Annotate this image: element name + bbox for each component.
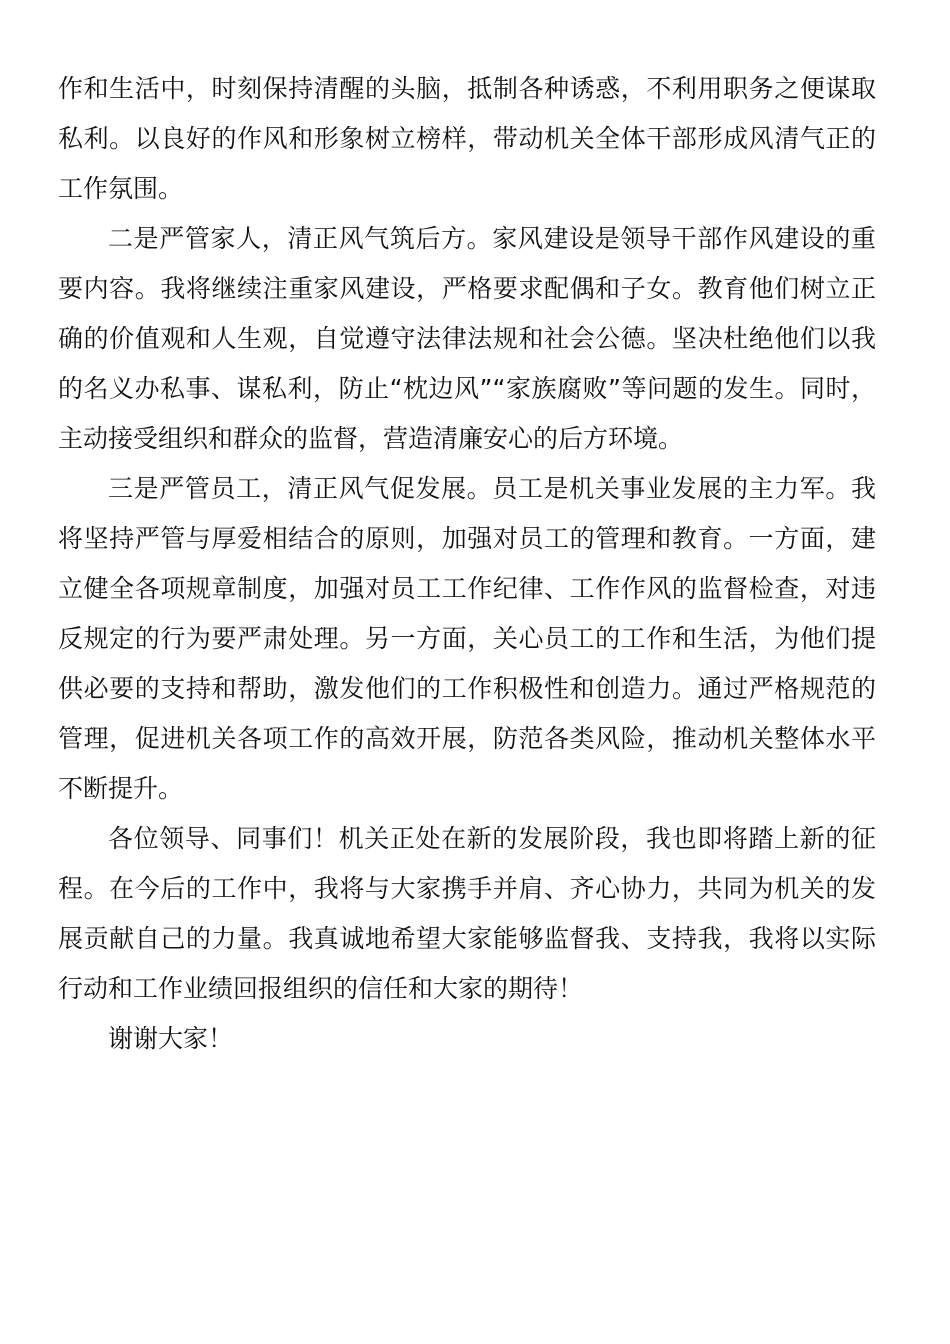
paragraph-closing-remarks: 各位领导、同事们！机关正处在新的发展阶段，我也即将踏上新的征程。在今后的工作中，我将与大家携手并肩、齐心协力，共同为机关的发展贡献自己的力量。我真诚地希望大家能够监督我、支持我，我将以实际行动和工作业绩回报组织的信任和大家的期待！: [58, 824, 876, 1003]
paragraph-continuation: 作和生活中，时刻保持清醒的头脑，抵制各种诱惑，不利用职务之便谋取私利。以良好的作风和形象树立榜样，带动机关全体干部形成风清气正的工作氛围。: [58, 74, 876, 203]
paragraph-thanks: 谢谢大家！: [108, 1024, 234, 1053]
document-page: [58, 64, 876, 1064]
paragraph-family-discipline: 二是严管家人，清正风气筑后方。家风建设是领导干部作风建设的重要内容。我将继续注重家风建设，严格要求配偶和子女。教育他们树立正确的价值观和人生观，自觉遵守法律法规和社会公德。坚决杜绝他们以我的名义办私事、谋私利，防止“枕边风”“家族腐败”等问题的发生。同时，主动接受组织和群众的监督，营造清廉安心的后方环境。: [58, 224, 876, 453]
paragraph-staff-management: 三是严管员工，清正风气促发展。员工是机关事业发展的主力军。我将坚持严管与厚爱相结合的原则，加强对员工的管理和教育。一方面，建立健全各项规章制度，加强对员工工作纪律、工作作风的监督检查，对违反规定的行为要严肃处理。另一方面，关心员工的工作和生活，为他们提供必要的支持和帮助，激发他们的工作积极性和创造力。通过严格规范的管理，促进机关各项工作的高效开展，防范各类风险，推动机关整体水平不断提升。: [58, 474, 876, 803]
